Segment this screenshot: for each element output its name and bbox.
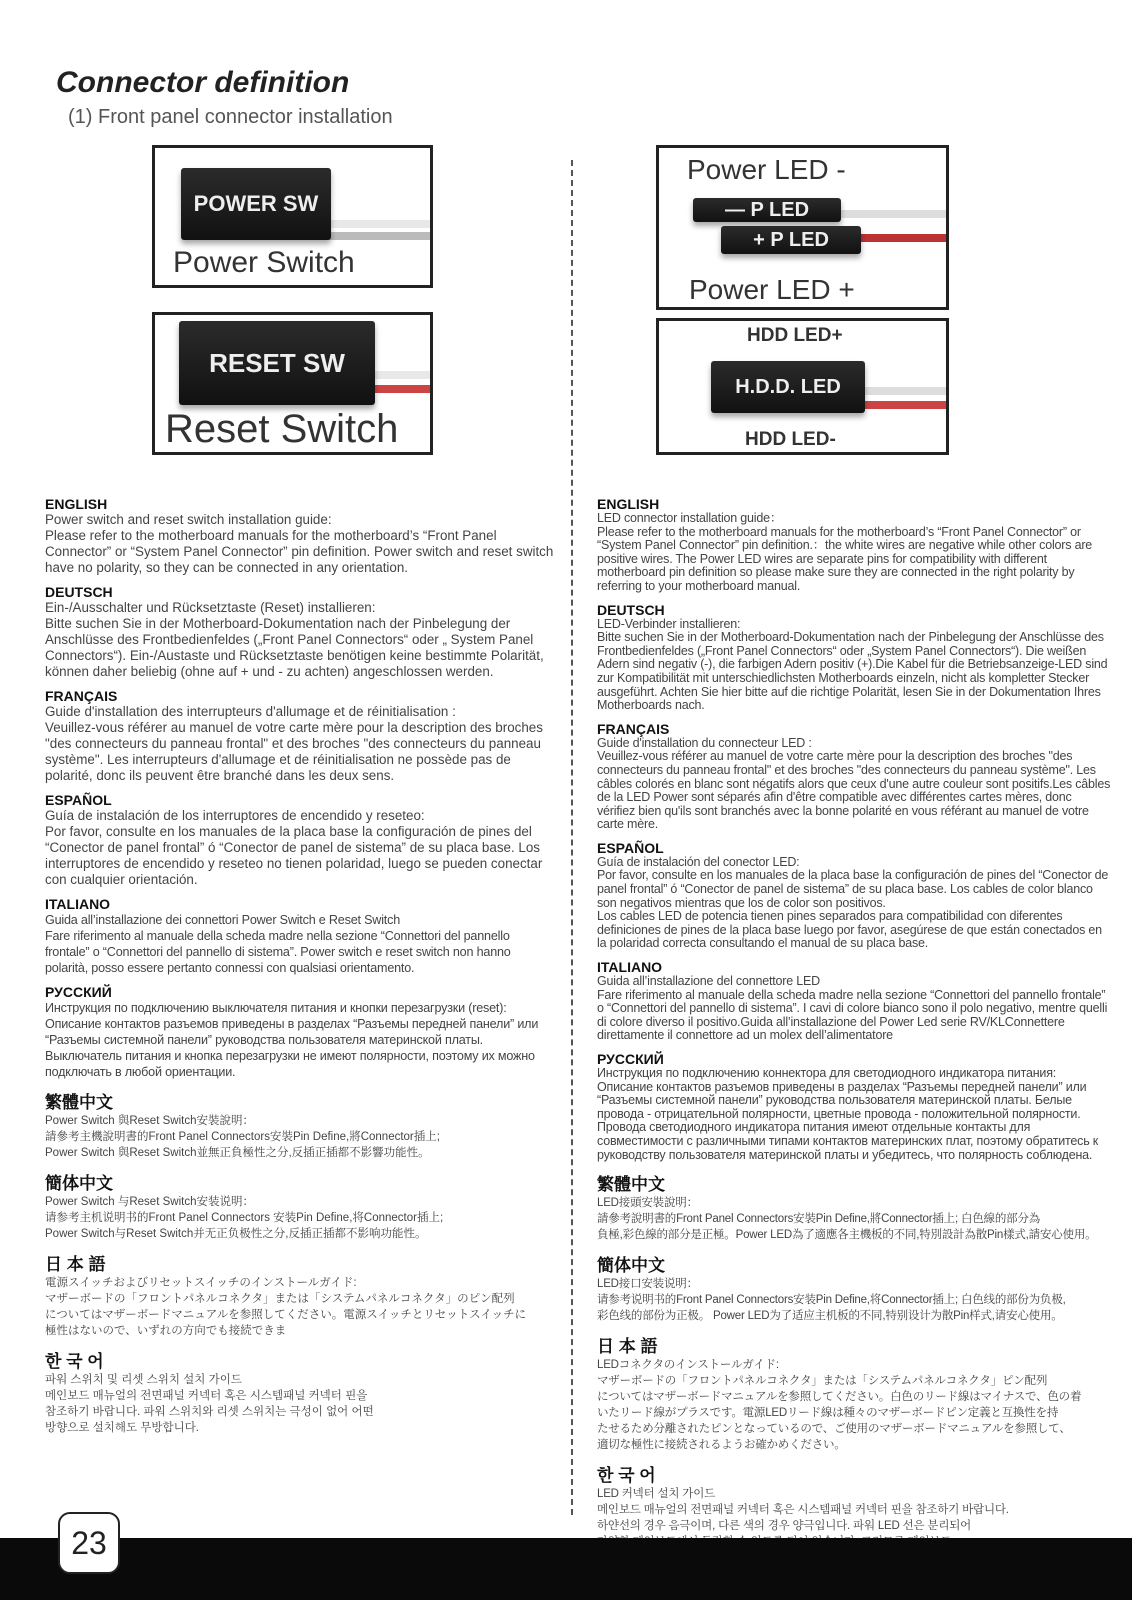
section-text: LED 커넥터 설치 가이드 메인보드 매뉴얼의 전면패널 커넥터 혹은 시스템패널 커넥터 핀을 참조하기 바랍니다. 하얀선의 경우 음극이며, 다른 색의 경우 양극입니다. 파워 LED 선은 분리되어 bbox=[597, 1488, 1009, 1533]
section-text: 電源スイッチおよびリセットスイッチのインストールガイド: マザーボードの「フロントパネルコネクタ」または「システムパネルコネクタ」のピン配列 についてはマザーボードマニュアルを参照してください。電源スイッチとリセットスイッチに 極性はないので、いずれの方向でも接続できま bbox=[45, 1277, 527, 1337]
footer-bar bbox=[0, 1538, 1132, 1600]
section-trad-chinese bbox=[45, 1088, 555, 1161]
section-text: LED接頭安裝說明： 請參考說明書的Front Panel Connectors安裝Pin Define,將Connector插上; 白色線的部分為 負極,彩色線的部分是正極。Power LED為了適應各主機板的不同,特別設計為散Pin樣式,請安心使用。 bbox=[597, 1197, 1097, 1242]
section-heading: 日 本 語 bbox=[597, 1337, 658, 1357]
hdd-led-plus-caption: HDD LED+ bbox=[747, 325, 843, 346]
section-text: LED connector installation guide： Please refer to the motherboard manuals for the motherboard’s “Front Panel Connector” or “System Panel Connector” pin definition.：the white wires are negative while other colors are positive wires. The Power LED wires are separate pins for compatibility with different motherboard pin definition so please make sure they are connected in the right polarity by referring to your motherboard manual. bbox=[597, 511, 1093, 593]
section-heading: DEUTSCH bbox=[45, 584, 113, 600]
section-francais bbox=[597, 721, 1112, 832]
section-text: Ein-/Ausschalter und Rücksetztaste (Reset) installieren: Bitte suchen Sie in der Motherboard-Dokumentation nach der Pinbelegung der Anschlüsse des Frontbedienfeldes („Front Panel Connectors“ oder „ System Panel Connectors“). Ein-/Austaste und Rücksetztaste benötigen keine bestimmte Polarität, können daher beliebig (ohne auf + und - zu achten) angeschlossen werden. bbox=[45, 600, 544, 679]
section-heading: РУССКИЙ bbox=[45, 984, 112, 1000]
section-korean bbox=[45, 1347, 555, 1436]
section-heading: 한 국 어 bbox=[597, 1466, 656, 1486]
hdd-led-photo bbox=[656, 318, 949, 455]
section-text: Power switch and reset switch installation guide: Please refer to the motherboard manuals for the motherboard’s “Front Panel Connector” or “System Panel Connector” pin definition. Power switch and reset switch have no polarity, so they can be connected in any orientation. bbox=[45, 512, 554, 575]
power-led-plus-caption: Power LED + bbox=[689, 274, 855, 305]
hdd-led-minus-caption: HDD LED- bbox=[745, 429, 836, 450]
p-led-plus-label: + P LED bbox=[753, 228, 829, 251]
page-subtitle: (1) Front panel connector installation bbox=[68, 106, 393, 128]
section-heading: FRANÇAIS bbox=[45, 688, 118, 704]
section-heading: ENGLISH bbox=[45, 496, 108, 512]
led-instructions-column bbox=[597, 488, 1112, 1566]
section-deutsch bbox=[597, 602, 1112, 713]
section-english bbox=[597, 496, 1112, 594]
page-title: Connector definition bbox=[56, 66, 350, 99]
reset-sw-plug-label: RESET SW bbox=[209, 347, 345, 378]
section-japanese bbox=[45, 1250, 555, 1339]
column-divider bbox=[571, 160, 573, 1515]
section-heading: 日 本 語 bbox=[45, 1255, 106, 1274]
reset-switch-photo bbox=[152, 312, 433, 455]
hdd-led-plug-label: H.D.D. LED bbox=[735, 375, 841, 398]
section-heading: 繁體中文 bbox=[597, 1175, 665, 1195]
power-led-minus-caption: Power LED - bbox=[687, 154, 846, 185]
section-text: Power Switch 与Reset Switch安装说明： 请参考主机说明书的Front Panel Connectors 安装Pin Define,将Connector插上; Power Switch与Reset Switch并无正负极性之分,反插正插都不影响功能性。 bbox=[45, 1196, 444, 1240]
section-heading: ITALIANO bbox=[45, 896, 111, 912]
section-simp-chinese bbox=[597, 1251, 1112, 1324]
section-text: 파워 스위치 및 리셋 스위치 설치 가이드 메인보드 매뉴얼의 전면패널 커넥터 혹은 시스템패널 커넥터 핀을 참조하기 바랍니다. 파워 스위치와 리셋 스위치는 극성이 없어 어떤 방향으로 설치해도 무방합니다. bbox=[45, 1374, 374, 1434]
section-text: Инструкция по подключению выключателя питания и кнопки перезагрузки (reset): Описание контактов разъемов приведены в разделах “Разъемы передней панели” или “Разъемы системной панели” руководства пользователя материнской платы. Выключатель питания и кнопка перезагрузки не имеют полярности, поэтому их можно подключать в любой ориентации. bbox=[45, 1001, 539, 1079]
section-text: Guide d'installation des interrupteurs d'allumage et de réinitialisation : Veuillez-vous référer au manuel de votre carte mère pour la description des broches "des connecteurs du panneau frontal" et des broches "des connecteurs du panneau système". Les interrupteurs d'allumage et de réinitialisation ne possède pas de polarité, donc ils peuvent être branché dans les deux sens. bbox=[45, 704, 543, 783]
section-text: Guida all’installazione dei connettori Power Switch e Reset Switch Fare riferimento al manuale della scheda madre nella sezione “Connettori del pannello frontale” o “Connettori del pannello di sistema”. Power switch e reset switch non hanno polarità, posso essere pertanto connessi con qualsiasi orientamento. bbox=[45, 913, 511, 975]
section-trad-chinese bbox=[597, 1170, 1112, 1243]
section-text: LED-Verbinder installieren: Bitte suchen Sie in der Motherboard-Dokumentation nach der Pinbelegung der Anschlüsse des Frontbedienfeldes („Front Panel Connectors“ oder „System Panel Connectors“). Die weißen Adern sind negativ (-), die farbigen Adern positiv (+).Die Kabel für die Betriebsanzeige-LED sind zur Kompatibilität mit unterschiedlichsten Motherboards einzeln, nicht als kompletter Stecker ausgeführt. Achten Sie hier bitte auf die richtige Polarität, lesen Sie in der Dokumentation Ihres Motherboards nach. bbox=[597, 616, 1108, 713]
section-deutsch bbox=[45, 584, 555, 680]
section-text: LED接口安装说明： 请参考说明书的Front Panel Connectors安装Pin Define,将Connector插上; 白色线的部份为负极, 彩色线的部份为正极。 Power LED为了适应主机板的不同,特别设计为散Pin样式,请安心使用。 bbox=[597, 1278, 1066, 1323]
reset-sw-plug bbox=[179, 321, 375, 405]
section-text: Power Switch 與Reset Switch安裝說明： 請參考主機說明書的Front Panel Connectors安裝Pin Define,將Connector插上; Power Switch 與Reset Switch並無正負極性之分,反插正插都不影響功能性。 bbox=[45, 1115, 440, 1159]
section-english bbox=[45, 496, 555, 576]
section-heading: ITALIANO bbox=[597, 959, 663, 976]
section-heading: FRANÇAIS bbox=[597, 720, 670, 737]
section-heading: ESPAÑOL bbox=[597, 839, 664, 856]
section-heading: 簡体中文 bbox=[597, 1256, 665, 1276]
section-italiano bbox=[45, 896, 555, 976]
p-led-minus-label: — P LED bbox=[724, 198, 810, 221]
section-italiano bbox=[597, 959, 1112, 1043]
section-heading: ESPAÑOL bbox=[45, 792, 112, 808]
section-text: LEDコネクタのインストールガイド: マザーボードの「フロントパネルコネクタ」または「システムパネルコネクタ」ピン配列 についてはマザーボードマニュアルを参照してください。白色のリード線はマイナスで、色の着 いたリード線がプラスです。電源LEDリード線は種々のマザーボードピン定義と互換性を持 たせるため分離されたピンとなっているので、ご使用のマザーボードマニュアルを参照して、 適切な極性に接続されるようお確かめください。 bbox=[597, 1359, 1082, 1452]
hdd-led-plug bbox=[711, 361, 865, 413]
p-led-minus-plug bbox=[693, 198, 841, 222]
section-text: Guide d'installation du connecteur LED : Veuillez-vous référer au manuel de votre carte mère pour la description des broches "des connecteurs du panneau frontal" et des broches "des connecteurs du panneau système". Les câbles colorés en blanc sont négatifs alors que ceux d'une autre couleur sont positifs.Les câbles de la LED Power sont séparés afin d'être compatible avec différentes cartes mères, donc vérifiez bien qu'ils sont branchés avec la bonne polarité en vous référant au manuel de votre carte mère. bbox=[597, 735, 1111, 832]
reset-switch-caption: Reset Switch bbox=[165, 407, 399, 451]
power-sw-plug bbox=[181, 168, 331, 240]
section-heading: 한 국 어 bbox=[45, 1352, 104, 1371]
section-text: Guía de instalación de los interruptores de encendido y reseteo: Por favor, consulte en los manuales de la placa base la configuración de pines del “Conector de panel frontal” ó “Conector de panel de sistema” de su placa base. Los interruptores de encendido y reseteo no tienen polaridad, luego se pueden conectar con cualquier orientación. bbox=[45, 808, 543, 887]
switch-instructions-column bbox=[45, 488, 555, 1436]
section-text: Guía de instalación del conector LED: Por favor, consulte en los manuales de la placa base la configuración de pines del “Conector de panel frontal” ó “Conector de panel de sistema” de su placa base. Los cables de color blanco son negativos mientras que los de color son positivos. Los cables LED de potencia tienen pines separados para compatibilidad con diferentes definiciones de pines de la placa base luego por favor, asegúrese de que están conectados en la polaridad correcta consultando el manual de su placa base. bbox=[597, 854, 1109, 951]
power-led-photo bbox=[656, 145, 949, 310]
power-sw-plug-label: POWER SW bbox=[193, 191, 319, 216]
section-heading: РУССКИЙ bbox=[597, 1051, 664, 1067]
section-russian bbox=[597, 1051, 1112, 1162]
section-text: Guida all’installazione del connettore LED Fare riferimento al manuale della scheda madre nella sezione “Connettori del pannello frontale” o “Connettori del pannello di sistema”. I cavi di colore bianco sono il polo negativo, mentre quelli di colore diverso il positivo.Guida all’installazione del Power Led serie RV/KLConnettere direttamente il connettore ad un molex dell’alimentatore bbox=[597, 974, 1108, 1043]
section-francais bbox=[45, 688, 555, 784]
power-switch-photo bbox=[152, 145, 433, 288]
section-heading: DEUTSCH bbox=[597, 601, 665, 618]
section-heading: ENGLISH bbox=[597, 496, 660, 512]
p-led-plus-plug bbox=[721, 226, 861, 254]
section-simp-chinese bbox=[45, 1169, 555, 1242]
power-switch-caption: Power Switch bbox=[173, 246, 355, 279]
page-number: 23 bbox=[58, 1512, 120, 1574]
section-heading: 繁體中文 bbox=[45, 1093, 113, 1112]
section-japanese bbox=[597, 1332, 1112, 1453]
section-espanol bbox=[597, 840, 1112, 951]
section-espanol bbox=[45, 792, 555, 888]
section-heading: 簡体中文 bbox=[45, 1174, 113, 1193]
section-russian bbox=[45, 984, 555, 1080]
section-text: Инструкция по подключению коннектора для светодиодного индикатора питания: Описание контактов разъемов приведены в разделах “Разъемы передней панели” или “Разъемы системной панели” руководства пользователя материнской платы. Белые провода - отрицательной полярности, цветные провода - положительной полярности. Провода светодиодного индикатора питания имеют отдельные контакты для совместимости с различными типами контактов материнских плат, поэтому обратитесь к руководству пользователя материнской платы и убедитесь, что полярность соблюдена. bbox=[597, 1066, 1099, 1162]
